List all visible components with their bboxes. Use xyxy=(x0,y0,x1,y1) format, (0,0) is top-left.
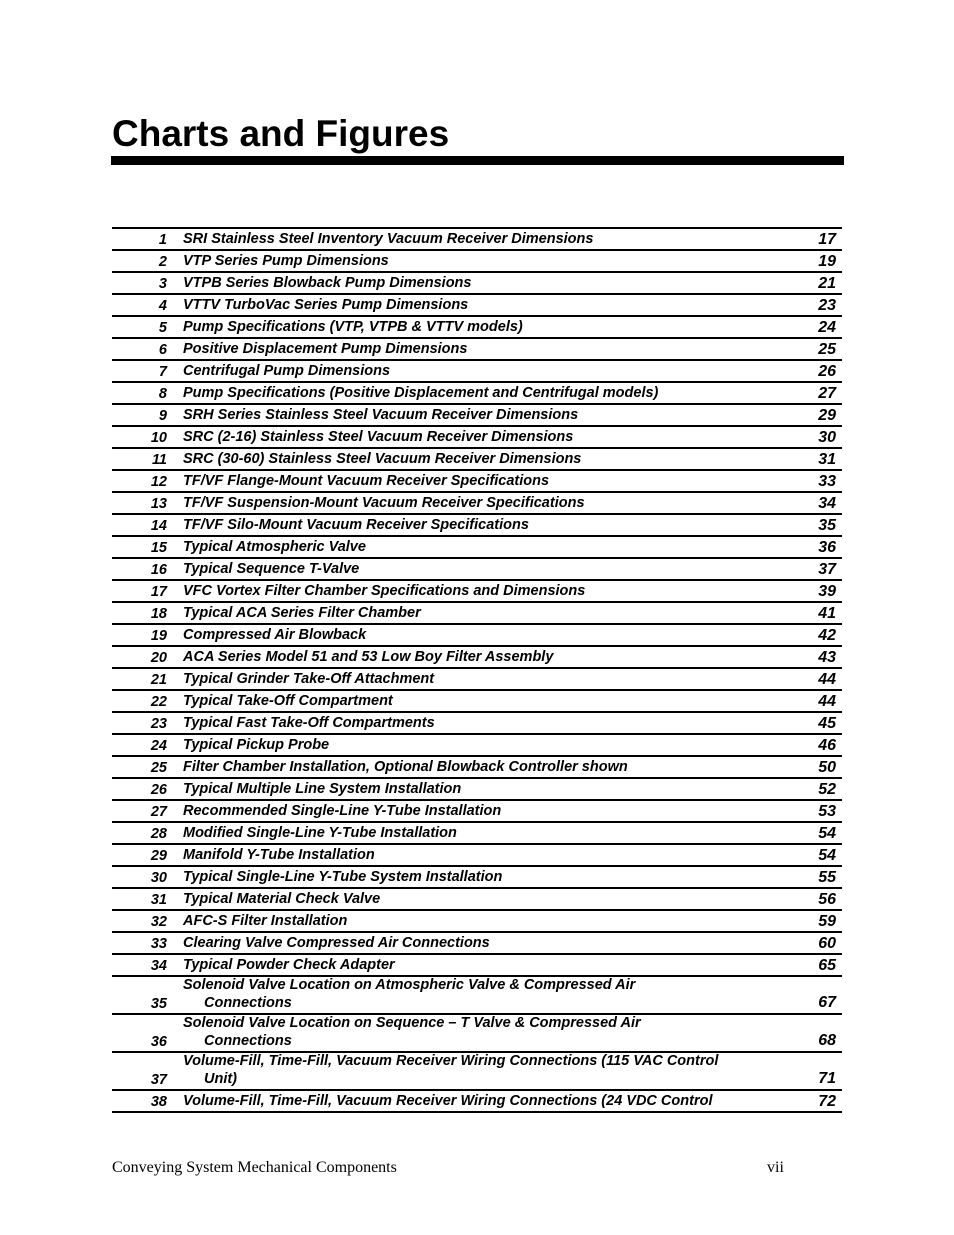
figure-number: 19 xyxy=(150,628,167,644)
figure-title-line: Pump Specifications (Positive Displacement and Centrifugal models) xyxy=(183,384,659,401)
figure-title xyxy=(167,561,776,579)
figure-title xyxy=(167,759,776,777)
figure-title xyxy=(167,517,776,535)
figure-page-number: 41 xyxy=(818,605,836,622)
figure-entry[interactable] xyxy=(112,735,842,757)
figure-title-line: Pump Specifications (VTP, VTPB & VTTV models) xyxy=(183,318,523,335)
figure-entry[interactable] xyxy=(112,493,842,515)
figure-number: 16 xyxy=(150,562,167,578)
figure-title xyxy=(167,385,776,403)
figure-title xyxy=(167,319,776,337)
figure-title xyxy=(167,847,776,865)
figure-entry[interactable] xyxy=(112,339,842,361)
figure-page-number: 55 xyxy=(818,869,836,886)
figure-page-number: 35 xyxy=(818,517,836,534)
footer-document-title: Conveying System Mechanical Components xyxy=(112,1159,397,1176)
figure-title xyxy=(167,473,776,491)
figure-title xyxy=(167,891,776,909)
figure-number: 36 xyxy=(150,1034,167,1050)
figure-entry[interactable] xyxy=(112,977,842,1015)
figure-entry[interactable] xyxy=(112,449,842,471)
figure-entry[interactable] xyxy=(112,405,842,427)
figure-number: 31 xyxy=(150,892,167,908)
figure-entry[interactable] xyxy=(112,801,842,823)
figure-page-number: 50 xyxy=(818,759,836,776)
figure-number: 30 xyxy=(150,870,167,886)
figure-number: 32 xyxy=(150,914,167,930)
figure-title xyxy=(167,253,776,271)
figure-entry[interactable] xyxy=(112,1091,842,1113)
figure-page-number: 31 xyxy=(818,451,836,468)
figure-page-number: 53 xyxy=(818,803,836,820)
figure-number: 9 xyxy=(158,408,167,424)
figure-number: 28 xyxy=(150,826,167,842)
figure-title xyxy=(167,935,776,953)
figure-title xyxy=(167,341,776,359)
figure-page-number: 26 xyxy=(818,363,836,380)
figure-entry[interactable] xyxy=(112,911,842,933)
figure-entry[interactable] xyxy=(112,1053,842,1091)
figure-title-line: Recommended Single-Line Y-Tube Installation xyxy=(183,802,502,819)
figure-entry[interactable] xyxy=(112,1015,842,1053)
figure-title xyxy=(167,275,776,293)
figure-title xyxy=(167,737,776,755)
figure-page-number: 60 xyxy=(818,935,836,952)
figure-page-number: 68 xyxy=(818,1032,836,1049)
figure-title xyxy=(167,429,776,447)
footer-page-number: vii xyxy=(767,1159,784,1176)
figure-title-line: VFC Vortex Filter Chamber Specifications and Dimensions xyxy=(183,582,586,599)
figure-entry[interactable] xyxy=(112,779,842,801)
figure-title-line: TF/VF Suspension-Mount Vacuum Receiver Specifications xyxy=(183,494,585,511)
figure-title-line: Typical Atmospheric Valve xyxy=(183,538,366,555)
figure-title xyxy=(167,715,776,733)
figure-title xyxy=(167,495,776,513)
figure-title-line: SRC (2-16) Stainless Steel Vacuum Receiver Dimensions xyxy=(183,428,574,445)
figure-number: 11 xyxy=(151,452,167,468)
figure-number: 6 xyxy=(158,342,167,358)
figure-entry[interactable] xyxy=(112,669,842,691)
figure-page-number: 44 xyxy=(818,693,836,710)
figure-entry[interactable] xyxy=(112,273,842,295)
figure-title xyxy=(167,803,776,821)
figure-entry[interactable] xyxy=(112,383,842,405)
figure-page-number: 30 xyxy=(818,429,836,446)
figure-title-line: Clearing Valve Compressed Air Connections xyxy=(183,934,490,951)
figure-number: 38 xyxy=(150,1094,167,1110)
figure-entry[interactable] xyxy=(112,955,842,977)
figure-number: 35 xyxy=(150,996,167,1012)
figure-title-line: Typical Grinder Take-Off Attachment xyxy=(183,670,435,687)
figure-title-continuation: Connections xyxy=(204,1032,292,1049)
figure-entry[interactable] xyxy=(112,251,842,273)
figure-title-line: AFC-S Filter Installation xyxy=(183,912,348,929)
figure-number: 27 xyxy=(150,804,167,820)
figure-title xyxy=(167,583,776,601)
figure-title-line: TF/VF Flange-Mount Vacuum Receiver Specifications xyxy=(183,472,550,489)
figures-list xyxy=(112,227,842,1113)
figure-page-number: 24 xyxy=(818,319,836,336)
figure-number: 15 xyxy=(150,540,167,556)
figure-number: 5 xyxy=(158,320,167,336)
figure-entry[interactable] xyxy=(112,295,842,317)
figure-title-line: SRC (30-60) Stainless Steel Vacuum Receiver Dimensions xyxy=(183,450,582,467)
figure-title-line: VTTV TurboVac Series Pump Dimensions xyxy=(183,296,469,313)
figure-entry[interactable] xyxy=(112,603,842,625)
figure-title-line: Centrifugal Pump Dimensions xyxy=(183,362,391,379)
figure-page-number: 56 xyxy=(818,891,836,908)
figure-title-line: Typical Pickup Probe xyxy=(183,736,330,753)
figure-number: 25 xyxy=(150,760,167,776)
figure-title-line: Typical ACA Series Filter Chamber xyxy=(183,604,421,621)
figure-number: 21 xyxy=(150,672,167,688)
figure-page-number: 39 xyxy=(818,583,836,600)
figure-number: 23 xyxy=(150,716,167,732)
figure-number: 17 xyxy=(150,584,167,600)
figure-number: 37 xyxy=(150,1072,167,1088)
figure-page-number: 36 xyxy=(818,539,836,556)
figure-page-number: 65 xyxy=(818,957,836,974)
figure-title xyxy=(167,539,776,557)
figure-title-line: Solenoid Valve Location on Sequence – T Valve & Compressed Air xyxy=(183,1015,641,1031)
figure-title xyxy=(167,913,776,931)
figure-page-number: 19 xyxy=(818,253,836,270)
figure-number: 13 xyxy=(150,496,167,512)
figure-number: 12 xyxy=(150,474,167,490)
figure-title-line: VTP Series Pump Dimensions xyxy=(183,252,389,269)
figure-page-number: 59 xyxy=(818,913,836,930)
figure-title-line: Volume-Fill, Time-Fill, Vacuum Receiver Wiring Connections (115 VAC Control xyxy=(183,1053,719,1069)
figure-title-line: Filter Chamber Installation, Optional Blowback Controller shown xyxy=(183,758,628,775)
figure-entry[interactable] xyxy=(112,845,842,867)
figure-page-number: 29 xyxy=(818,407,836,424)
figure-number: 10 xyxy=(150,430,167,446)
figure-number: 7 xyxy=(158,364,167,380)
figure-title-line: Typical Fast Take-Off Compartments xyxy=(183,714,435,731)
figure-entry[interactable] xyxy=(112,933,842,955)
figure-title-line: TF/VF Silo-Mount Vacuum Receiver Specifications xyxy=(183,516,529,533)
figure-title xyxy=(167,1053,776,1088)
figure-entry[interactable] xyxy=(112,581,842,603)
figure-entry[interactable] xyxy=(112,823,842,845)
figure-number: 24 xyxy=(150,738,167,754)
figure-page-number: 46 xyxy=(818,737,836,754)
figure-entry[interactable] xyxy=(112,229,842,251)
figure-number: 1 xyxy=(158,232,167,248)
figure-title-line: Typical Material Check Valve xyxy=(183,890,381,907)
figure-title xyxy=(167,671,776,689)
figure-page-number: 43 xyxy=(818,649,836,666)
figure-title-line: Typical Multiple Line System Installation xyxy=(183,780,462,797)
figure-title-line: Solenoid Valve Location on Atmospheric Valve & Compressed Air xyxy=(183,977,636,993)
figure-number: 18 xyxy=(150,606,167,622)
figure-title xyxy=(167,605,776,623)
figure-page-number: 23 xyxy=(818,297,836,314)
figure-title-line: Typical Sequence T-Valve xyxy=(183,560,360,577)
figure-title xyxy=(167,451,776,469)
figure-page-number: 52 xyxy=(818,781,836,798)
figure-page-number: 44 xyxy=(818,671,836,688)
figure-title-line: Compressed Air Blowback xyxy=(183,626,367,643)
figure-entry[interactable] xyxy=(112,317,842,339)
figure-title xyxy=(167,231,776,249)
figure-page-number: 17 xyxy=(818,231,836,248)
figure-title-line: VTPB Series Blowback Pump Dimensions xyxy=(183,274,472,291)
figure-entry[interactable] xyxy=(112,559,842,581)
figure-number: 22 xyxy=(150,694,167,710)
figure-number: 20 xyxy=(150,650,167,666)
figure-title-line: Volume-Fill, Time-Fill, Vacuum Receiver Wiring Connections (24 VDC Control xyxy=(183,1092,713,1109)
figure-title xyxy=(167,693,776,711)
figure-entry[interactable] xyxy=(112,427,842,449)
figure-number: 8 xyxy=(158,386,167,402)
figure-title xyxy=(167,957,776,975)
figure-number: 29 xyxy=(150,848,167,864)
figure-title-line: Typical Single-Line Y-Tube System Installation xyxy=(183,868,503,885)
figure-number: 34 xyxy=(150,958,167,974)
figure-title-line: Positive Displacement Pump Dimensions xyxy=(183,340,468,357)
figure-entry[interactable] xyxy=(112,537,842,559)
figure-title-line: SRI Stainless Steel Inventory Vacuum Receiver Dimensions xyxy=(183,230,594,247)
figure-entry[interactable] xyxy=(112,867,842,889)
figure-entry[interactable] xyxy=(112,713,842,735)
figure-page-number: 71 xyxy=(818,1070,836,1087)
figure-number: 2 xyxy=(158,254,167,270)
figure-title-line: SRH Series Stainless Steel Vacuum Receiver Dimensions xyxy=(183,406,579,423)
figure-title xyxy=(167,1015,776,1050)
figure-page-number: 72 xyxy=(818,1093,836,1110)
figure-title-continuation: Unit) xyxy=(204,1070,238,1087)
figure-page-number: 45 xyxy=(818,715,836,732)
figure-number: 26 xyxy=(150,782,167,798)
figure-entry[interactable] xyxy=(112,361,842,383)
figure-title xyxy=(167,869,776,887)
figure-page-number: 37 xyxy=(818,561,836,578)
figure-title xyxy=(167,407,776,425)
figure-number: 14 xyxy=(150,518,167,534)
figure-title-line: Modified Single-Line Y-Tube Installation xyxy=(183,824,457,841)
figure-page-number: 25 xyxy=(818,341,836,358)
figure-entry[interactable] xyxy=(112,471,842,493)
figure-title-line: Typical Powder Check Adapter xyxy=(183,956,395,973)
figure-page-number: 54 xyxy=(818,847,836,864)
figure-title xyxy=(167,781,776,799)
figure-title-continuation: Connections xyxy=(204,994,292,1011)
figure-page-number: 54 xyxy=(818,825,836,842)
figure-title xyxy=(167,297,776,315)
figure-title xyxy=(167,977,776,1012)
figure-title xyxy=(167,649,776,667)
figure-page-number: 67 xyxy=(818,994,836,1011)
figure-number: 4 xyxy=(158,298,167,314)
figure-page-number: 34 xyxy=(818,495,836,512)
figure-entry[interactable] xyxy=(112,625,842,647)
figure-number: 33 xyxy=(150,936,167,952)
figure-page-number: 21 xyxy=(818,275,836,292)
title-rule xyxy=(111,156,844,165)
figure-entry[interactable] xyxy=(112,757,842,779)
figure-title xyxy=(167,825,776,843)
figure-title xyxy=(167,1093,776,1111)
figure-page-number: 42 xyxy=(818,627,836,644)
figure-number: 3 xyxy=(158,276,167,292)
figure-title xyxy=(167,627,776,645)
figure-title xyxy=(167,363,776,381)
figure-entry[interactable] xyxy=(112,647,842,669)
figure-entry[interactable] xyxy=(112,889,842,911)
figure-entry[interactable] xyxy=(112,691,842,713)
page-title: Charts and Figures xyxy=(112,113,450,154)
figure-title-line: Manifold Y-Tube Installation xyxy=(183,846,375,863)
figure-title-line: Typical Take-Off Compartment xyxy=(183,692,393,709)
figure-page-number: 33 xyxy=(818,473,836,490)
figure-page-number: 27 xyxy=(818,385,836,402)
figure-entry[interactable] xyxy=(112,515,842,537)
figure-title-line: ACA Series Model 51 and 53 Low Boy Filter Assembly xyxy=(183,648,554,665)
